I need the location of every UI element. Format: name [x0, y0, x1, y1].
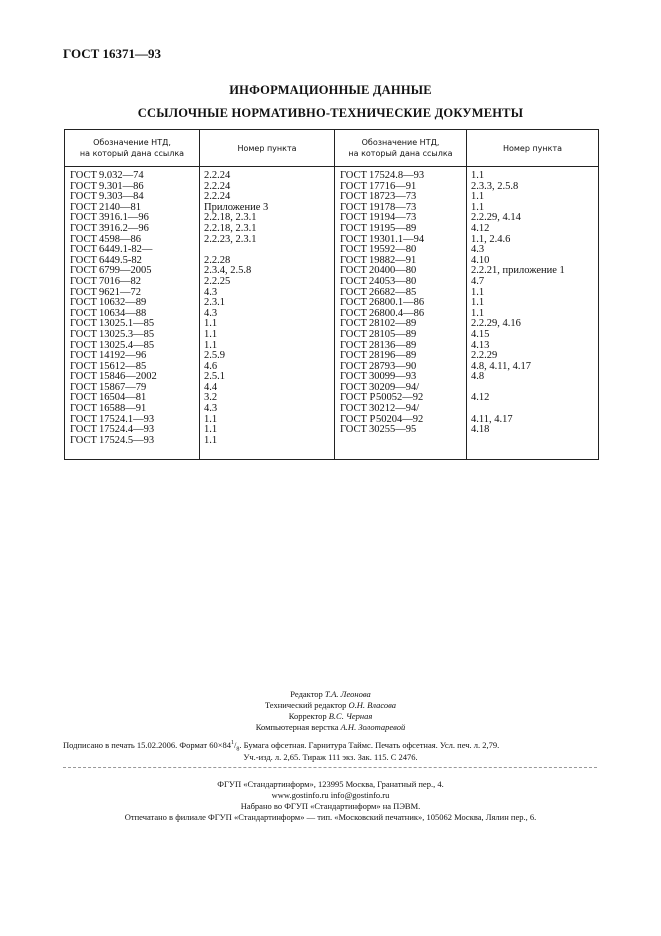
gost-prefix: ГОСТ Р — [340, 392, 376, 404]
gost-prefix: ГОСТ — [340, 265, 367, 277]
clause-cell: 2.2.29, 4.14 — [471, 212, 521, 224]
credits-block — [0, 689, 661, 733]
designation-number: 19178—73 — [369, 201, 417, 213]
gost-prefix: ГОСТ — [70, 170, 97, 181]
publishing-line-1 — [63, 740, 499, 753]
gost-prefix: ГОСТ — [340, 403, 367, 415]
divider — [63, 767, 597, 768]
gost-prefix: ГОСТ — [70, 339, 97, 351]
clause-cell: 4.12 — [471, 222, 490, 234]
credit-label: Редактор — [290, 689, 323, 699]
designation-number: 24053—80 — [369, 275, 417, 287]
designation-number: 16588—91 — [99, 403, 147, 415]
gost-prefix: ГОСТ — [340, 170, 367, 181]
gost-prefix: ГОСТ — [340, 297, 367, 309]
clause-cell: 4.8, 4.11, 4.17 — [471, 360, 531, 372]
gost-prefix: ГОСТ — [340, 328, 367, 340]
gost-prefix: ГОСТ — [70, 233, 97, 245]
gost-prefix: ГОСТ — [70, 265, 97, 277]
clause-cell: 3.2 — [204, 392, 218, 404]
clause-cell: 4.3 — [204, 307, 218, 319]
designation-number: 28136—89 — [369, 339, 417, 351]
credit-name: В.С. Черная — [328, 711, 373, 721]
clause-cell: 1.1 — [471, 307, 485, 319]
clause-cell: 1.1, 2.4.6 — [471, 233, 511, 245]
designation-number: 9621—72 — [99, 286, 141, 298]
designation-number: 28102—89 — [369, 318, 417, 330]
gost-prefix: ГОСТ — [70, 424, 97, 436]
designation-number: 10632—89 — [99, 297, 147, 309]
designation-number: 9.301—86 — [99, 180, 144, 192]
gost-prefix: ГОСТ — [70, 191, 97, 203]
gost-prefix: ГОСТ — [340, 339, 367, 351]
designation-number: 50204—92 — [376, 413, 424, 425]
gost-prefix: ГОСТ — [70, 212, 97, 224]
header-clause-left: Номер пункта — [200, 130, 335, 167]
clause-cell: 2.2.28 — [204, 254, 231, 266]
designation-cell — [335, 425, 466, 436]
credit-editor — [0, 689, 661, 700]
clause-cell: 1.1 — [204, 318, 218, 330]
clause-cell: 2.3.3, 2.5.8 — [471, 180, 519, 192]
clause-cell: 2.2.23, 2.3.1 — [204, 233, 257, 245]
clause-cell: 2.2.24 — [204, 180, 231, 192]
clause-cell: 1.1 — [204, 339, 218, 351]
table-header-row — [65, 130, 599, 167]
designation-number: 30212—94/ — [369, 403, 420, 415]
credit-tech-editor — [0, 700, 661, 711]
publishing-line-2: Уч.-изд. л. 2,65. Тираж 111 экз. Зак. 115. С 2476. — [243, 752, 418, 762]
gost-prefix: ГОСТ — [340, 191, 367, 203]
designation-number: 3916.2—96 — [99, 222, 149, 234]
clause-cell: 4.6 — [204, 360, 218, 372]
gost-prefix: ГОСТ — [340, 180, 367, 192]
gost-prefix: ГОСТ — [340, 307, 367, 319]
clause-cell: 2.2.24 — [204, 170, 231, 181]
gost-prefix: ГОСТ — [70, 180, 97, 192]
gost-prefix: ГОСТ — [70, 297, 97, 309]
designation-number: 6799—2005 — [99, 265, 152, 277]
clause-cell: 2.2.18, 2.3.1 — [204, 212, 257, 224]
publisher-footer — [0, 779, 661, 823]
clause-cell: 4.3 — [204, 286, 218, 298]
clause-cell: 1.1 — [471, 201, 485, 213]
clause-cell: 1.1 — [471, 286, 485, 298]
credit-label: Корректор — [288, 711, 327, 721]
designation-cell — [65, 436, 199, 447]
page-subtitle: ССЫЛОЧНЫЕ НОРМАТИВНО-ТЕХНИЧЕСКИЕ ДОКУМЕНТЫ — [137, 106, 524, 120]
designation-number: 26800.4—86 — [369, 307, 425, 319]
designation-number: 4598—86 — [99, 233, 141, 245]
gost-prefix: ГОСТ — [70, 318, 97, 330]
gost-prefix: ГОСТ — [340, 371, 367, 383]
designation-number: 14192—96 — [99, 350, 147, 362]
designation-number: 26800.1—86 — [369, 297, 425, 309]
publishing-text: Подписано в печать 15.02.2006. Формат 60×84 — [63, 740, 232, 750]
clause-cell: 4.18 — [471, 424, 490, 436]
credit-name: А.Н. Золотаревой — [340, 722, 406, 732]
gost-prefix: ГОСТ — [340, 381, 367, 393]
clause-cell: 1.1 — [204, 434, 218, 446]
typeset-note: Набрано во ФГУП «Стандартинформ» на ПЭВМ. — [240, 801, 421, 811]
gost-prefix: ГОСТ — [340, 424, 367, 436]
clause-cell: 2.2.29, 4.16 — [471, 318, 521, 330]
references-table — [64, 129, 599, 460]
credit-name: Т.А. Леонова — [324, 689, 371, 699]
designation-number: 6449.1-82— — [99, 244, 153, 256]
clause-cell: 4.11, 4.17 — [471, 413, 513, 425]
gost-prefix: ГОСТ — [70, 275, 97, 287]
designation-number: 28793—90 — [369, 360, 417, 372]
designation-number: 15846—2002 — [99, 371, 157, 383]
table-body-row — [65, 167, 599, 460]
gost-prefix: ГОСТ — [340, 201, 367, 213]
clause-cell: 2.3.4, 2.5.8 — [204, 265, 252, 277]
right-designation-column — [335, 167, 467, 460]
format-fraction-numerator: 1 — [231, 740, 235, 747]
format-fraction-slash: / — [234, 740, 237, 750]
gost-prefix: ГОСТ — [70, 201, 97, 213]
gost-prefix: ГОСТ — [70, 403, 97, 415]
header-designation-line1: Обозначение НТД, — [361, 138, 440, 147]
publisher-address: ФГУП «Стандартинформ», 123995 Москва, Гранатный пер., 4. — [217, 779, 444, 789]
designation-number: 13025.4—85 — [99, 339, 155, 351]
publishing-text: . Бумага офсетная. Гарнитура Таймс. Печать офсетная. Усл. печ. л. 2,79. — [239, 740, 500, 750]
designation-number: 9.303—84 — [99, 191, 144, 203]
designation-number: 2140—81 — [99, 201, 141, 213]
gost-prefix: ГОСТ — [70, 434, 97, 446]
designation-number: 9.032—74 — [99, 170, 144, 181]
gost-prefix: ГОСТ — [340, 244, 367, 256]
designation-number: 20400—80 — [369, 265, 417, 277]
designation-number: 17524.8—93 — [369, 170, 425, 181]
designation-number: 13025.3—85 — [99, 328, 155, 340]
page-title: ИНФОРМАЦИОННЫЕ ДАННЫЕ — [229, 83, 432, 97]
credit-layout — [0, 722, 661, 733]
gost-prefix: ГОСТ — [70, 360, 97, 372]
clause-cell: 1.1 — [204, 424, 218, 436]
clause-cell: 2.2.25 — [204, 275, 231, 287]
clause-cell: 4.7 — [471, 275, 485, 287]
publisher-web: www.gostinfo.ru info@gostinfo.ru — [271, 790, 390, 800]
gost-prefix: ГОСТ — [340, 233, 367, 245]
credit-proofreader — [0, 711, 661, 722]
designation-number: 26682—85 — [369, 286, 417, 298]
designation-number: 19592—80 — [369, 244, 417, 256]
header-designation-left — [65, 130, 200, 167]
gost-prefix: ГОСТ — [70, 381, 97, 393]
header-designation-line1: Обозначение НТД, — [93, 138, 171, 147]
printing-note: Отпечатано в филиале ФГУП «Стандартинформ» — тип. «Московский печатник», 105062 Москва, Лялин пер., 6. — [124, 812, 537, 822]
right-clause-column — [467, 167, 599, 460]
gost-prefix: ГОСТ — [70, 254, 97, 266]
header-designation-line2: на который дана ссылка — [348, 149, 453, 158]
gost-prefix: ГОСТ — [70, 244, 97, 256]
designation-number: 6449.5-82 — [99, 254, 142, 266]
clause-cell: 2.2.18, 2.3.1 — [204, 222, 257, 234]
clause-cell: 2.5.9 — [204, 350, 225, 362]
gost-prefix: ГОСТ — [340, 360, 367, 372]
clause-cell: 2.5.1 — [204, 371, 225, 383]
clause-cell: 4.3 — [471, 244, 485, 256]
gost-prefix: ГОСТ — [70, 392, 97, 404]
clause-cell: 1.1 — [471, 191, 485, 203]
clause-cell: 1.1 — [204, 413, 218, 425]
gost-prefix: ГОСТ — [70, 307, 97, 319]
credit-label: Технический редактор — [264, 700, 347, 710]
clause-cell: 2.2.21, приложение 1 — [471, 265, 565, 277]
gost-prefix: ГОСТ — [70, 286, 97, 298]
clause-cell: 4.12 — [471, 392, 490, 404]
clause-cell: 1.1 — [471, 297, 485, 309]
designation-number: 18723—73 — [369, 191, 417, 203]
gost-prefix: ГОСТ — [340, 222, 367, 234]
designation-number: 30255—95 — [369, 424, 417, 436]
clause-cell: 4.13 — [471, 339, 490, 351]
credit-name: О.Н. Власова — [348, 700, 397, 710]
left-clause-column — [200, 167, 335, 460]
designation-number: 17524.4—93 — [99, 424, 155, 436]
gost-prefix: ГОСТ — [340, 212, 367, 224]
left-designation-column — [65, 167, 200, 460]
designation-number: 19882—91 — [369, 254, 417, 266]
gost-prefix: ГОСТ Р — [340, 413, 376, 425]
clause-cell: 4.8 — [471, 371, 485, 383]
designation-number: 7016—82 — [99, 275, 141, 287]
gost-prefix: ГОСТ — [340, 286, 367, 298]
gost-prefix: ГОСТ — [340, 318, 367, 330]
designation-number: 15612—85 — [99, 360, 147, 372]
gost-prefix: ГОСТ — [70, 350, 97, 362]
header-clause-right: Номер пункта — [467, 130, 599, 167]
format-fraction-denominator: 8 — [236, 746, 240, 753]
credit-label: Компьютерная верстка — [255, 722, 339, 732]
clause-cell: 2.3.1 — [204, 297, 225, 309]
designation-number: 19195—89 — [369, 222, 417, 234]
clause-cell: 1.1 — [471, 170, 485, 181]
clause-cell: 1.1 — [204, 328, 218, 340]
gost-prefix: ГОСТ — [70, 328, 97, 340]
designation-number: 30099—93 — [369, 371, 417, 383]
designation-number: 3916.1—96 — [99, 212, 149, 224]
gost-prefix: ГОСТ — [70, 371, 97, 383]
designation-number: 19194—73 — [369, 212, 417, 224]
clause-cell: 4.15 — [471, 328, 490, 340]
clause-cell: 2.2.29 — [471, 350, 498, 362]
designation-number: 10634—88 — [99, 307, 147, 319]
designation-number: 17716—91 — [369, 180, 417, 192]
designation-number: 17524.1—93 — [99, 413, 155, 425]
designation-number: 17524.5—93 — [99, 434, 155, 446]
gost-prefix: ГОСТ — [340, 350, 367, 362]
header-designation-line2: на который дана ссылка — [79, 149, 185, 158]
header-designation-right — [335, 130, 467, 167]
document-number-header: ГОСТ 16371—93 — [63, 46, 162, 61]
designation-number: 50052—92 — [376, 392, 424, 404]
designation-number: 28196—89 — [369, 350, 417, 362]
clause-cell: 4.3 — [204, 403, 218, 415]
designation-number: 13025.1—85 — [99, 318, 155, 330]
designation-number: 19301.1—94 — [369, 233, 425, 245]
gost-prefix: ГОСТ — [340, 275, 367, 287]
designation-number: 30209—94/ — [369, 381, 420, 393]
clause-cell: Приложение 3 — [204, 201, 269, 213]
gost-prefix: ГОСТ — [340, 254, 367, 266]
clause-cell: 4.10 — [471, 254, 490, 266]
gost-prefix: ГОСТ — [70, 413, 97, 425]
designation-number: 28105—89 — [369, 328, 417, 340]
gost-prefix: ГОСТ — [70, 222, 97, 234]
designation-number: 15867—79 — [99, 381, 147, 393]
clause-cell: 4.4 — [204, 381, 218, 393]
clause-cell: 2.2.24 — [204, 191, 231, 203]
designation-number: 16504—81 — [99, 392, 147, 404]
